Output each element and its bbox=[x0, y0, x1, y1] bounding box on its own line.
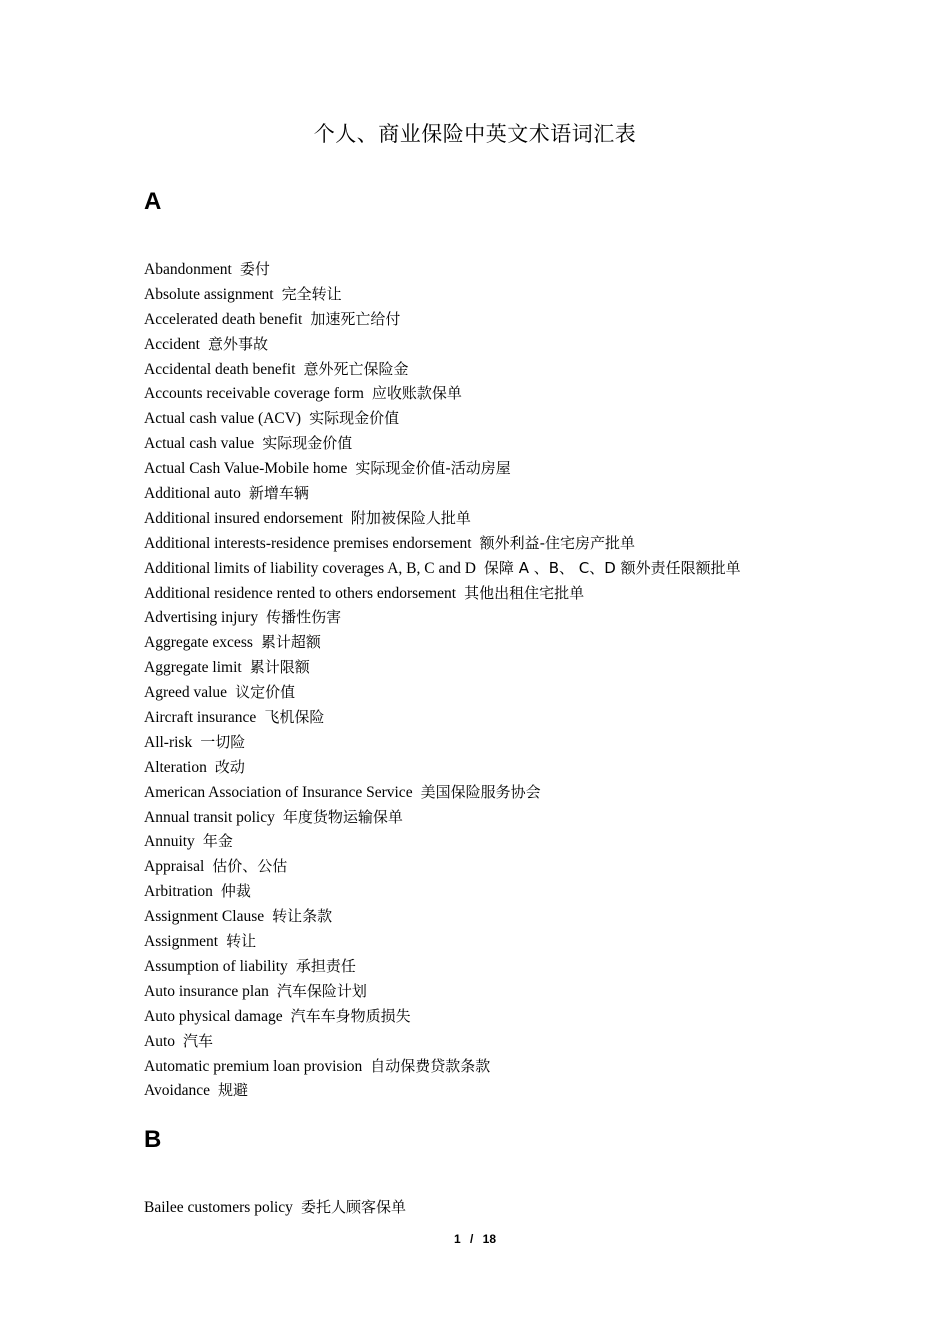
glossary-entry bbox=[144, 282, 741, 307]
entry-term-en: Assumption of liability bbox=[144, 957, 288, 975]
entry-term-en: Assignment Clause bbox=[144, 908, 265, 926]
glossary-entry bbox=[144, 854, 741, 879]
glossary-entry bbox=[144, 1029, 741, 1054]
entry-term-zh: 汽车 bbox=[183, 1031, 214, 1050]
glossary-entry bbox=[144, 655, 741, 680]
entry-term-zh: 应收账款保单 bbox=[371, 384, 462, 403]
entry-term-en: Additional residence rented to others endorsement bbox=[144, 584, 457, 602]
entry-term-zh: 累计限额 bbox=[249, 658, 310, 677]
glossary-entry bbox=[144, 1078, 741, 1103]
entry-term-en: Additional limits of liability coverages A, B, C and D bbox=[144, 559, 476, 577]
entry-term-zh: 额外利益-住宅房产批单 bbox=[479, 533, 635, 552]
entry-term-en: Accident bbox=[144, 335, 200, 353]
entry-term-zh: 传播性伤害 bbox=[266, 608, 342, 627]
glossary-entry bbox=[144, 979, 741, 1004]
entry-term-zh: 保障 A 、B、 C、D 额外责任限额批单 bbox=[483, 558, 741, 577]
entry-term-en: Aggregate excess bbox=[144, 634, 253, 652]
glossary-entry bbox=[144, 929, 741, 954]
entry-term-zh: 实际现金价值 bbox=[309, 409, 400, 428]
glossary-entry bbox=[144, 954, 741, 979]
glossary-entry bbox=[144, 257, 741, 282]
entry-term-en: Accidental death benefit bbox=[144, 360, 296, 378]
entry-term-en: Additional insured endorsement bbox=[144, 509, 343, 527]
entry-term-en: Actual Cash Value-Mobile home bbox=[144, 460, 348, 478]
entry-term-zh: 实际现金价值 bbox=[262, 434, 353, 453]
page-footer bbox=[0, 1232, 950, 1246]
entry-term-en: Auto bbox=[144, 1032, 175, 1050]
entry-term-en: Assignment bbox=[144, 933, 219, 951]
glossary-entry bbox=[144, 1054, 741, 1079]
glossary-entry bbox=[144, 581, 741, 606]
glossary-entry bbox=[144, 381, 741, 406]
entry-term-en: Avoidance bbox=[144, 1082, 210, 1100]
entry-term-en: Alteration bbox=[144, 758, 207, 776]
entry-term-zh: 加速死亡给付 bbox=[310, 309, 401, 328]
entry-term-en: Actual cash value bbox=[144, 435, 255, 453]
glossary-entry bbox=[144, 307, 741, 332]
entry-term-en: All-risk bbox=[144, 733, 193, 751]
entry-term-zh: 累计超额 bbox=[260, 633, 321, 652]
entry-term-en: Automatic premium loan provision bbox=[144, 1057, 363, 1075]
entry-term-en: Appraisal bbox=[144, 858, 205, 876]
entry-term-en: Aircraft insurance bbox=[144, 709, 257, 727]
glossary-entry bbox=[144, 506, 741, 531]
glossary-entry bbox=[144, 780, 741, 805]
entry-term-en: Aggregate limit bbox=[144, 659, 242, 677]
entry-term-zh: 汽车保险计划 bbox=[276, 981, 367, 1000]
glossary-entry bbox=[144, 332, 741, 357]
glossary-entry bbox=[144, 805, 741, 830]
glossary-entry bbox=[144, 755, 741, 780]
entry-term-en: Actual cash value (ACV) bbox=[144, 410, 302, 428]
section-letter-a: A bbox=[144, 188, 162, 215]
entry-term-en: Additional interests-residence premises endorsement bbox=[144, 534, 472, 552]
document-title: 个人、商业保险中英文术语词汇表 bbox=[313, 122, 637, 146]
glossary-entry bbox=[144, 904, 741, 929]
entry-term-zh: 其他出租住宅批单 bbox=[464, 583, 585, 602]
entry-term-zh: 一切险 bbox=[200, 732, 246, 751]
entry-list-a bbox=[144, 257, 741, 1103]
page-total: 18 bbox=[482, 1232, 497, 1246]
glossary-entry bbox=[144, 829, 741, 854]
entry-term-en: Absolute assignment bbox=[144, 285, 274, 303]
entry-term-en: Abandonment bbox=[144, 261, 232, 278]
page-separator: / bbox=[469, 1232, 474, 1246]
entry-term-zh: 附加被保险人批单 bbox=[350, 508, 471, 527]
entry-term-zh: 新增车辆 bbox=[248, 484, 309, 503]
entry-term-en: Agreed value bbox=[144, 684, 228, 702]
entry-term-en: Annual transit policy bbox=[144, 808, 275, 826]
glossary-entry bbox=[144, 431, 741, 456]
entry-term-en: Auto physical damage bbox=[144, 1007, 283, 1025]
entry-term-en: Auto insurance plan bbox=[144, 982, 269, 1000]
entry-term-en: Annuity bbox=[144, 833, 195, 851]
entry-term-zh: 汽车车身物质损失 bbox=[290, 1006, 411, 1025]
entry-term-en: Arbitration bbox=[144, 883, 213, 901]
glossary-entry bbox=[144, 879, 741, 904]
entry-term-en: Additional auto bbox=[144, 485, 241, 503]
entry-term-zh: 自动保费贷款条款 bbox=[370, 1056, 491, 1075]
glossary-entry bbox=[144, 357, 741, 382]
glossary-entry bbox=[144, 481, 741, 506]
entry-term-zh: 年金 bbox=[202, 832, 233, 851]
entry-term-zh: 承担责任 bbox=[295, 956, 356, 975]
glossary-entry bbox=[144, 705, 741, 730]
entry-term-zh: 年度货物运输保单 bbox=[282, 807, 403, 826]
entry-term-zh: 委付 bbox=[239, 260, 270, 278]
entry-term-en: Bailee customers policy bbox=[144, 1199, 293, 1216]
entry-term-zh: 估价、公估 bbox=[212, 857, 288, 876]
section-letter-b: B bbox=[144, 1126, 162, 1153]
entry-term-zh: 仲裁 bbox=[220, 882, 251, 901]
entry-term-zh: 意外事故 bbox=[207, 334, 268, 353]
entry-term-en: American Association of Insurance Service bbox=[144, 783, 413, 801]
entry-term-zh: 改动 bbox=[214, 757, 245, 776]
glossary-entry bbox=[144, 730, 741, 755]
glossary-entry bbox=[144, 456, 741, 481]
glossary-entry bbox=[144, 605, 741, 630]
glossary-entry bbox=[144, 406, 741, 431]
glossary-entry bbox=[144, 680, 741, 705]
glossary-entry bbox=[144, 1004, 741, 1029]
glossary-entry bbox=[144, 531, 741, 556]
page-number: 1 bbox=[453, 1232, 461, 1246]
entry-term-zh: 规避 bbox=[218, 1081, 249, 1100]
entry-term-zh: 完全转让 bbox=[281, 284, 342, 303]
entry-term-zh: 飞机保险 bbox=[264, 708, 325, 727]
entry-term-zh: 转让条款 bbox=[272, 907, 333, 926]
glossary-entry bbox=[144, 630, 741, 655]
entry-term-zh: 意外死亡保险金 bbox=[303, 359, 409, 378]
entry-term-zh: 委托人顾客保单 bbox=[300, 1198, 406, 1216]
glossary-entry bbox=[144, 1195, 406, 1220]
glossary-entry bbox=[144, 556, 741, 581]
entry-term-zh: 实际现金价值-活动房屋 bbox=[355, 459, 511, 478]
entry-list-b bbox=[144, 1195, 406, 1220]
entry-term-en: Accelerated death benefit bbox=[144, 310, 303, 328]
entry-term-zh: 议定价值 bbox=[235, 683, 296, 702]
entry-term-zh: 美国保险服务协会 bbox=[420, 782, 541, 801]
entry-term-zh: 转让 bbox=[226, 932, 257, 951]
entry-term-en: Accounts receivable coverage form bbox=[144, 385, 364, 403]
entry-term-en: Advertising injury bbox=[144, 609, 259, 627]
